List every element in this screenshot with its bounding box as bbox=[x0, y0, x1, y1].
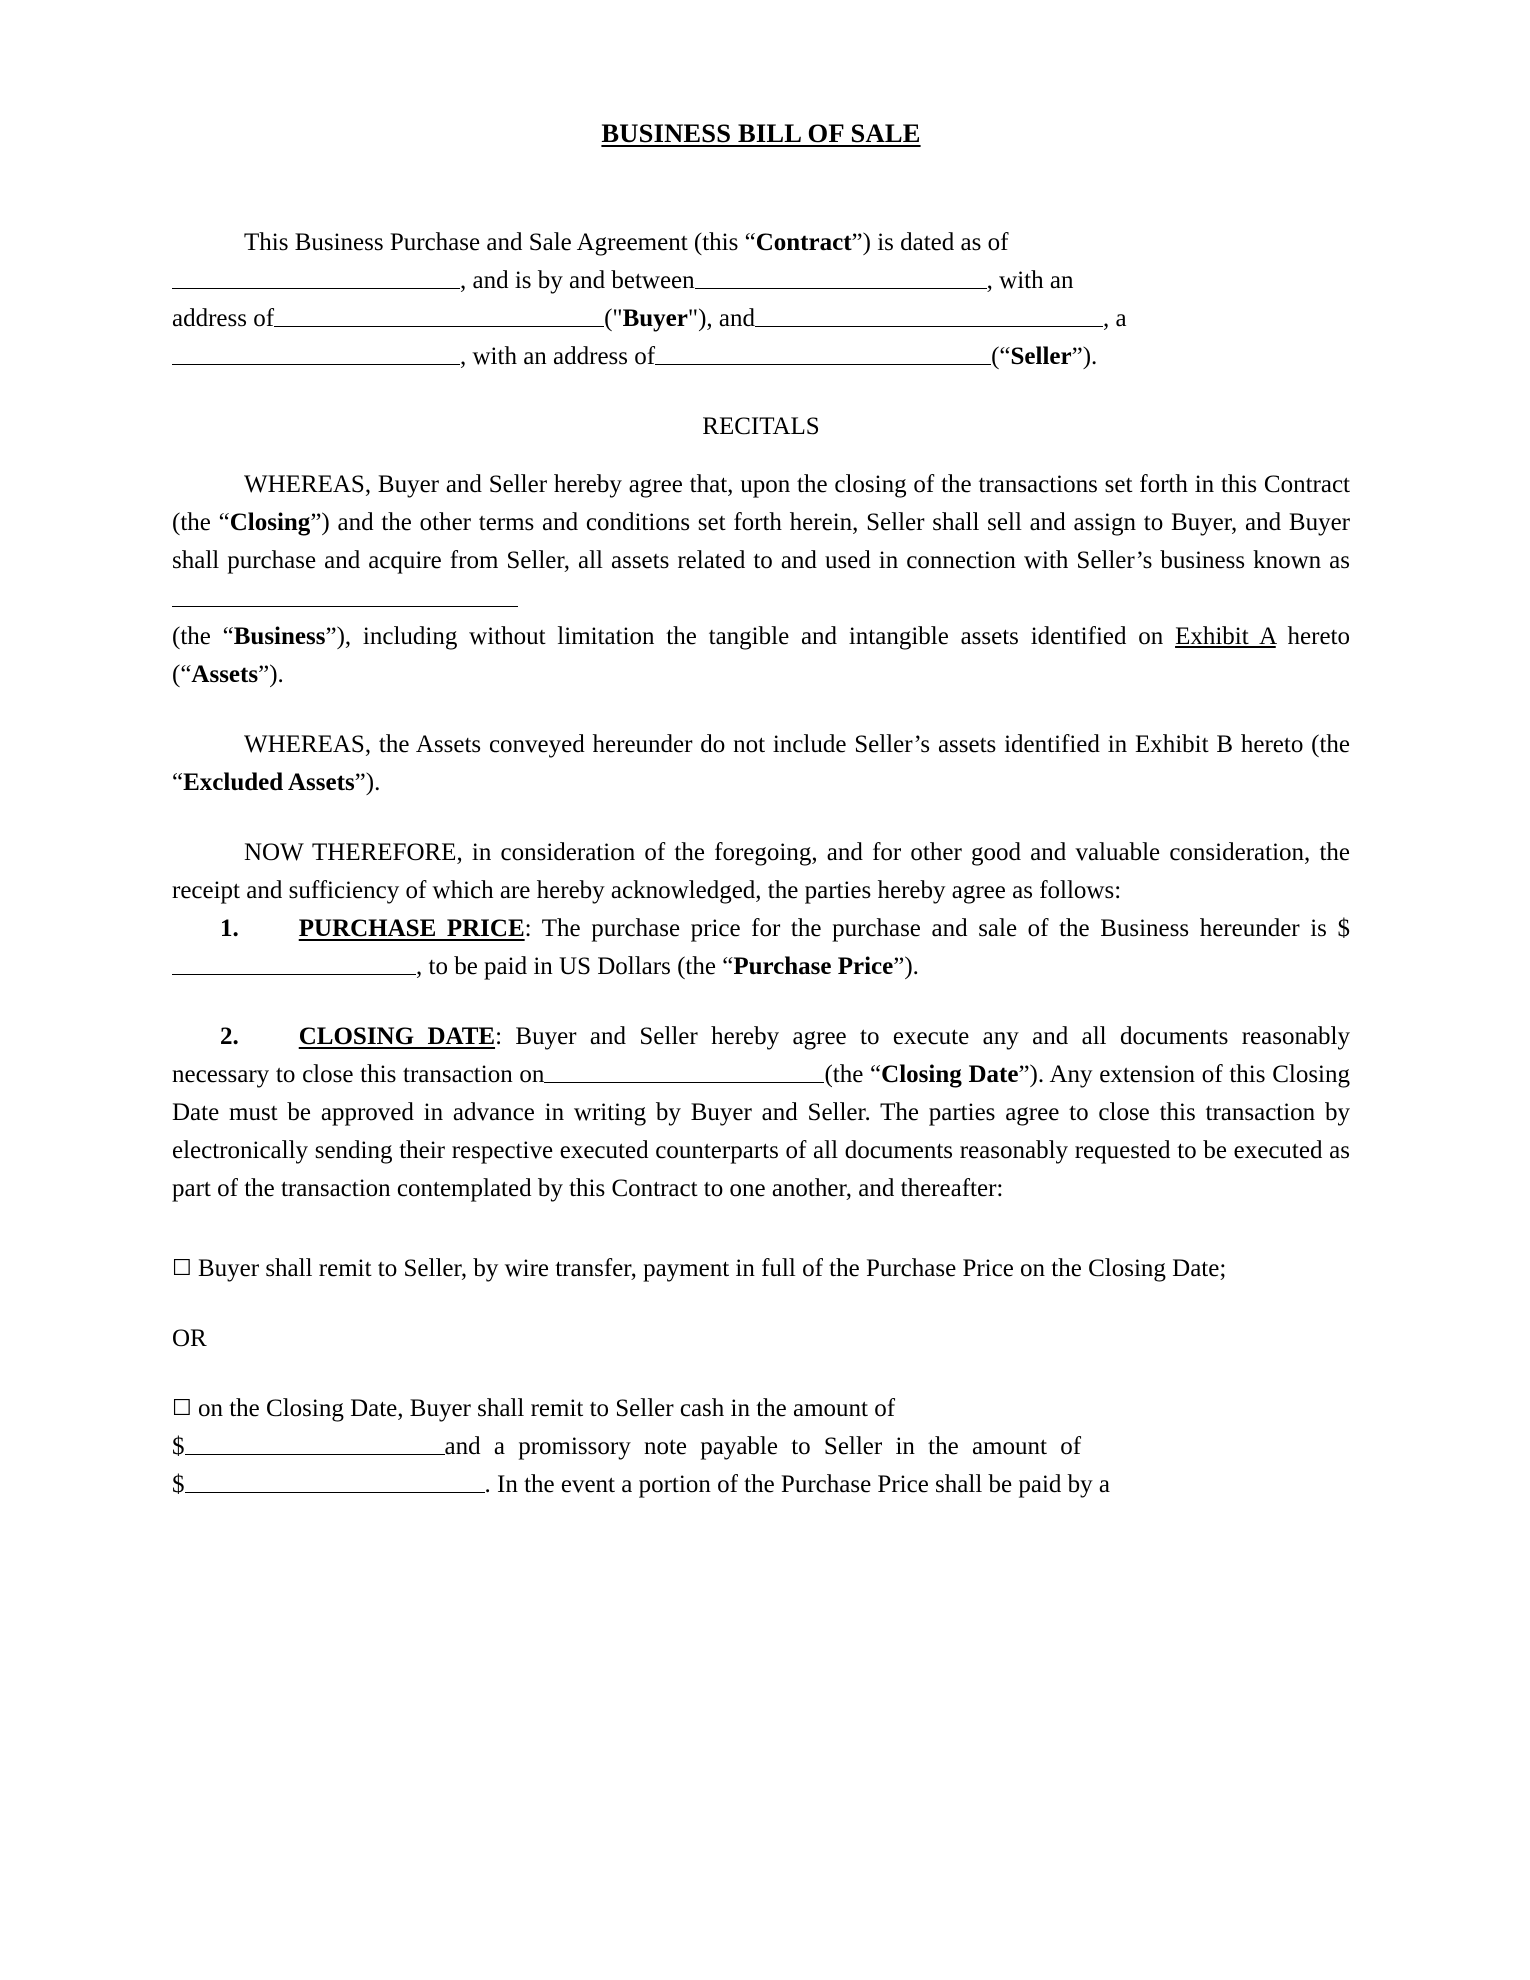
whereas1-text-f: ”). bbox=[258, 661, 284, 689]
business-name-blank-field[interactable] bbox=[172, 583, 518, 608]
buyer-address-blank-field[interactable] bbox=[274, 303, 604, 328]
payment-option-1 bbox=[172, 1250, 1350, 1288]
section-purchase-price bbox=[172, 910, 1350, 986]
section-2-heading: CLOSING DATE bbox=[298, 1023, 496, 1051]
note-amount-blank-field[interactable] bbox=[185, 1469, 485, 1494]
payment-option-2-label-a: on the Closing Date, Buyer shall remit to Seller cash in the amount of bbox=[197, 1395, 896, 1423]
term-seller: Seller bbox=[1010, 343, 1072, 371]
spacer bbox=[172, 1240, 1350, 1250]
intro-paragraph bbox=[172, 224, 1350, 262]
intro-text-h: , a bbox=[1103, 305, 1127, 333]
intro-text-a: This Business Purchase and Sale Agreement (this “ bbox=[244, 229, 756, 257]
payment-option-2-label-b: and a promissory note payable to Seller in the amount of bbox=[444, 1433, 1082, 1461]
section-1-colon: : bbox=[524, 915, 532, 943]
section-1-body-b: , to be paid in US Dollars (the “ bbox=[416, 953, 734, 981]
section-1-number: 1. bbox=[220, 915, 239, 943]
section-1-body-a: The purchase price for the purchase and sale of the Business hereunder is $ bbox=[531, 915, 1350, 943]
payment-option-2-checkbox[interactable]: ☐ bbox=[172, 1396, 192, 1422]
whereas2-text-a: WHEREAS, the Assets conveyed hereunder do not include Seller’s assets identified in Exhibit B hereto (the “ bbox=[172, 731, 1350, 797]
cash-amount-blank-field[interactable] bbox=[185, 1431, 445, 1456]
intro-text-g: "), and bbox=[687, 305, 756, 333]
intro-line-3 bbox=[172, 300, 1350, 338]
cash-amount-currency-symbol: $ bbox=[172, 1433, 185, 1461]
payment-option-2-label-c: . In the event a portion of the Purchase Price shall be paid by a bbox=[484, 1471, 1111, 1499]
section-closing-date bbox=[172, 1018, 1350, 1208]
document-content bbox=[172, 0, 1350, 1504]
payment-option-separator: OR bbox=[172, 1325, 207, 1353]
spacer bbox=[172, 1208, 1350, 1240]
spacer bbox=[172, 694, 1350, 726]
payment-option-2-line-2 bbox=[172, 1428, 1350, 1466]
section-1-heading: PURCHASE PRICE bbox=[298, 915, 525, 943]
spacer bbox=[172, 986, 1350, 1018]
spacer bbox=[172, 1288, 1350, 1320]
now-therefore-paragraph bbox=[172, 834, 1350, 910]
section-2-number: 2. bbox=[220, 1023, 239, 1051]
intro-text-j: (“ bbox=[991, 343, 1011, 371]
term-excluded-assets: Excluded Assets bbox=[183, 769, 355, 797]
intro-text-d: , with an bbox=[986, 267, 1074, 295]
section-1-body-c: ”). bbox=[893, 953, 919, 981]
intro-text-i: , with an address of bbox=[460, 343, 656, 371]
payment-option-2-line-1 bbox=[172, 1390, 1350, 1428]
whereas1-text-c: (the “ bbox=[172, 623, 234, 651]
spacer bbox=[172, 446, 1350, 466]
term-closing: Closing bbox=[229, 509, 311, 537]
spacer bbox=[172, 148, 1350, 192]
section-2-colon: : bbox=[495, 1023, 503, 1051]
party-name-blank-field[interactable] bbox=[695, 265, 987, 290]
date-blank-field[interactable] bbox=[172, 265, 460, 290]
seller-address-blank-field[interactable] bbox=[655, 341, 991, 366]
note-amount-currency-symbol: $ bbox=[172, 1471, 185, 1499]
purchase-price-blank-field[interactable] bbox=[172, 951, 416, 976]
spacer bbox=[172, 192, 1350, 224]
section-2-body-b: (the “ bbox=[824, 1061, 882, 1089]
intro-text-k: ”). bbox=[1071, 343, 1098, 371]
whereas2-text-b: ”). bbox=[354, 769, 381, 797]
section-2-body-c: ”). Any extension of this Closing Date must be approved in advance in writing by Buyer and Seller. The parties agree to close this transaction by electronically sending their respective executed counterparts of all documents reasonably requested to be executed as part of the transaction contemplated by this Contract to one another, and thereafter: bbox=[172, 1061, 1350, 1203]
exhibit-a-reference: Exhibit A bbox=[1175, 623, 1276, 651]
payment-option-2-line-3 bbox=[172, 1466, 1350, 1504]
intro-line-4 bbox=[172, 338, 1350, 376]
seller-name-blank-field[interactable] bbox=[755, 303, 1103, 328]
intro-text-e: address of bbox=[172, 305, 275, 333]
page-title-text: BUSINESS BILL OF SALE bbox=[601, 118, 921, 148]
term-contract: Contract bbox=[755, 229, 852, 257]
whereas1-text-b: ”) and the other terms and conditions set forth herein, Seller shall sell and assign to Buyer, and Buyer shall purchase and acquire from Seller, all assets related to and used in connection with Seller’s business known as bbox=[172, 509, 1350, 575]
whereas1-text-e: hereto (“ bbox=[172, 623, 1350, 689]
now-therefore-text: NOW THEREFORE, in consideration of the foregoing, and for other good and valuable consideration, the receipt and sufficiency of which are hereby acknowledged, the parties hereby agree as follows: bbox=[172, 839, 1350, 905]
intro-text-f: (" bbox=[604, 305, 623, 333]
intro-text-c: , and is by and between bbox=[460, 267, 695, 295]
term-purchase-price: Purchase Price bbox=[733, 953, 894, 981]
whereas-paragraph-2 bbox=[172, 726, 1350, 802]
page-title bbox=[172, 118, 1350, 148]
spacer bbox=[172, 1358, 1350, 1390]
seller-entity-blank-field[interactable] bbox=[172, 341, 460, 366]
term-closing-date: Closing Date bbox=[881, 1061, 1019, 1089]
intro-text-b: ”) is dated as of bbox=[851, 229, 1009, 257]
closing-date-blank-field[interactable] bbox=[544, 1059, 824, 1084]
term-business: Business bbox=[233, 623, 326, 651]
payment-option-1-label: Buyer shall remit to Seller, by wire transfer, payment in full of the Purchase Price on the Closing Date; bbox=[197, 1255, 1227, 1283]
whereas-paragraph-1-cont bbox=[172, 618, 1350, 694]
whereas1-text-a: WHEREAS, Buyer and Seller hereby agree that, upon the closing of the transactions set forth in this Contract (the “ bbox=[172, 471, 1350, 537]
section-2-body-a: Buyer and Seller hereby agree to execute any and all documents reasonably necessary to close this transaction on bbox=[172, 1023, 1350, 1089]
payment-option-1-checkbox[interactable]: ☐ bbox=[172, 1256, 192, 1282]
spacer bbox=[172, 802, 1350, 834]
intro-line-2 bbox=[172, 262, 1350, 300]
term-buyer: Buyer bbox=[622, 305, 688, 333]
whereas1-text-d: ”), including without limitation the tangible and intangible assets identified on bbox=[325, 623, 1176, 651]
spacer bbox=[172, 376, 1350, 408]
term-assets: Assets bbox=[191, 661, 259, 689]
whereas-paragraph-1 bbox=[172, 466, 1350, 618]
recitals-heading: RECITALS bbox=[702, 413, 820, 441]
